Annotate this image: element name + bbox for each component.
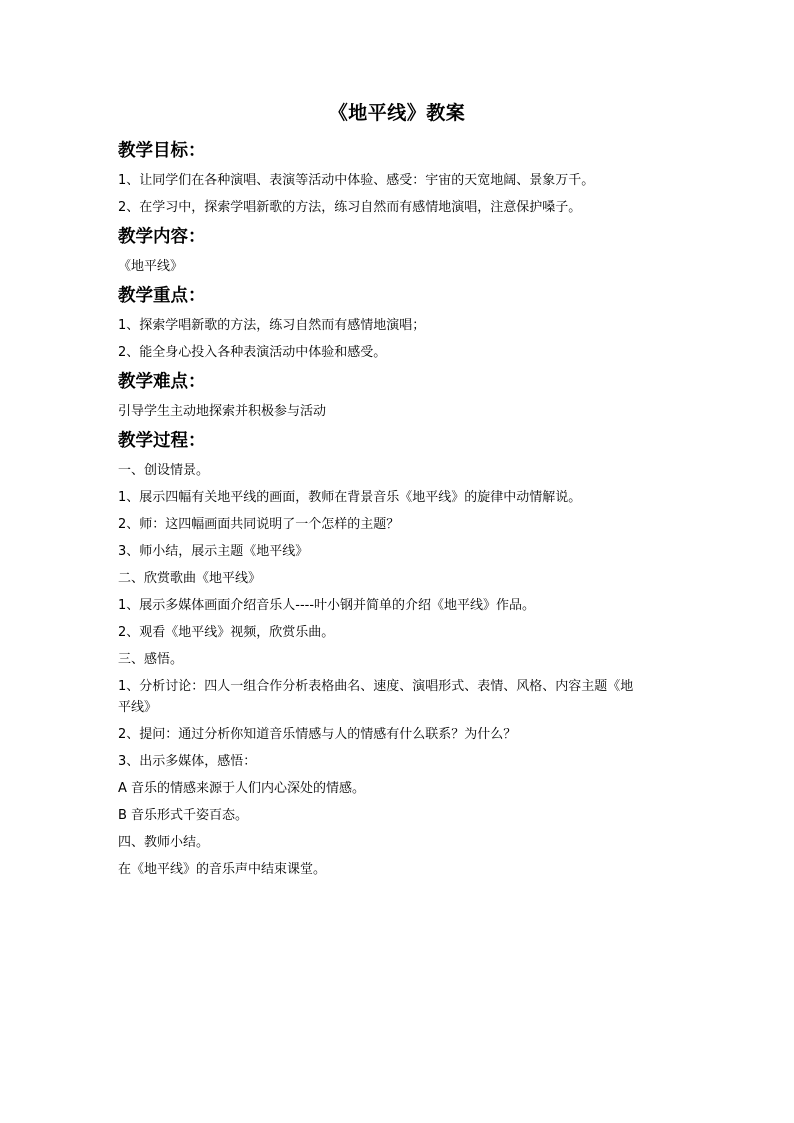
- paragraph-line: 2、观看《地平线》视频，欣赏乐曲。: [118, 625, 335, 640]
- paragraph-line: 2、师：这四幅画面共同说明了一个怎样的主题？: [118, 517, 400, 532]
- section-heading: 教学重点：: [118, 286, 206, 306]
- document-body: [118, 135, 688, 888]
- section-heading: 教学内容：: [118, 227, 206, 247]
- paragraph-line: 1、展示多媒体画面介绍音乐人----叶小钢并简单的介绍《地平线》作品。: [118, 598, 536, 613]
- section-difficulties: [118, 371, 688, 421]
- paragraph-line: 1、分析讨论：四人一组合作分析表格曲名、速度、演唱形式、表情、风格、内容主题《地: [118, 679, 634, 694]
- paragraph-line: 2、在学习中，探索学唱新歌的方法，练习自然而有感情地演唱，注意保护嗓子。: [118, 200, 582, 215]
- paragraph-line: 1、探索学唱新歌的方法，练习自然而有感情地演唱；: [118, 318, 426, 333]
- section-heading: 教学难点：: [118, 372, 206, 392]
- paragraph-line: B 音乐形式千姿百态。: [118, 808, 249, 823]
- section-heading: 教学过程：: [118, 431, 206, 451]
- section-teaching-goals: [118, 140, 688, 217]
- section-teaching-process: [118, 430, 688, 879]
- paragraph-line: 3、出示多媒体，感悟：: [118, 754, 257, 769]
- paragraph-line: A 音乐的情感来源于人们内心深处的情感。: [118, 781, 366, 796]
- document-title: 《地平线》教案: [328, 102, 466, 124]
- paragraph-line: 一、创设情景。: [118, 463, 210, 478]
- paragraph-line: 三、感悟。: [118, 652, 184, 667]
- paragraph-line: 在《地平线》的音乐声中结束课堂。: [118, 862, 327, 877]
- paragraph-line: 二、欣赏歌曲《地平线》: [118, 571, 262, 586]
- paragraph-line: 《地平线》: [118, 259, 184, 274]
- section-heading: 教学目标：: [118, 141, 206, 161]
- section-key-points: [118, 285, 688, 362]
- paragraph-line: 四、教师小结。: [118, 835, 210, 850]
- paragraph-line: 2、能全身心投入各种表演活动中体验和感受。: [118, 345, 387, 360]
- paragraph-line: 3、师小结，展示主题《地平线》: [118, 544, 309, 559]
- paragraph-line: 引导学生主动地探索并积极参与活动: [118, 404, 327, 419]
- paragraph-line: 2、提问：通过分析你知道音乐情感与人的情感有什么联系？为什么？: [118, 727, 517, 742]
- paragraph-line: 1、展示四幅有关地平线的画面，教师在背景音乐《地平线》的旋律中动情解说。: [118, 490, 582, 505]
- section-teaching-content: [118, 226, 688, 276]
- paragraph-line: 1、让同学们在各种演唱、表演等活动中体验、感受：宇宙的天宽地阔、景象万千。: [118, 173, 595, 188]
- paragraph-line: 平线》: [118, 700, 158, 715]
